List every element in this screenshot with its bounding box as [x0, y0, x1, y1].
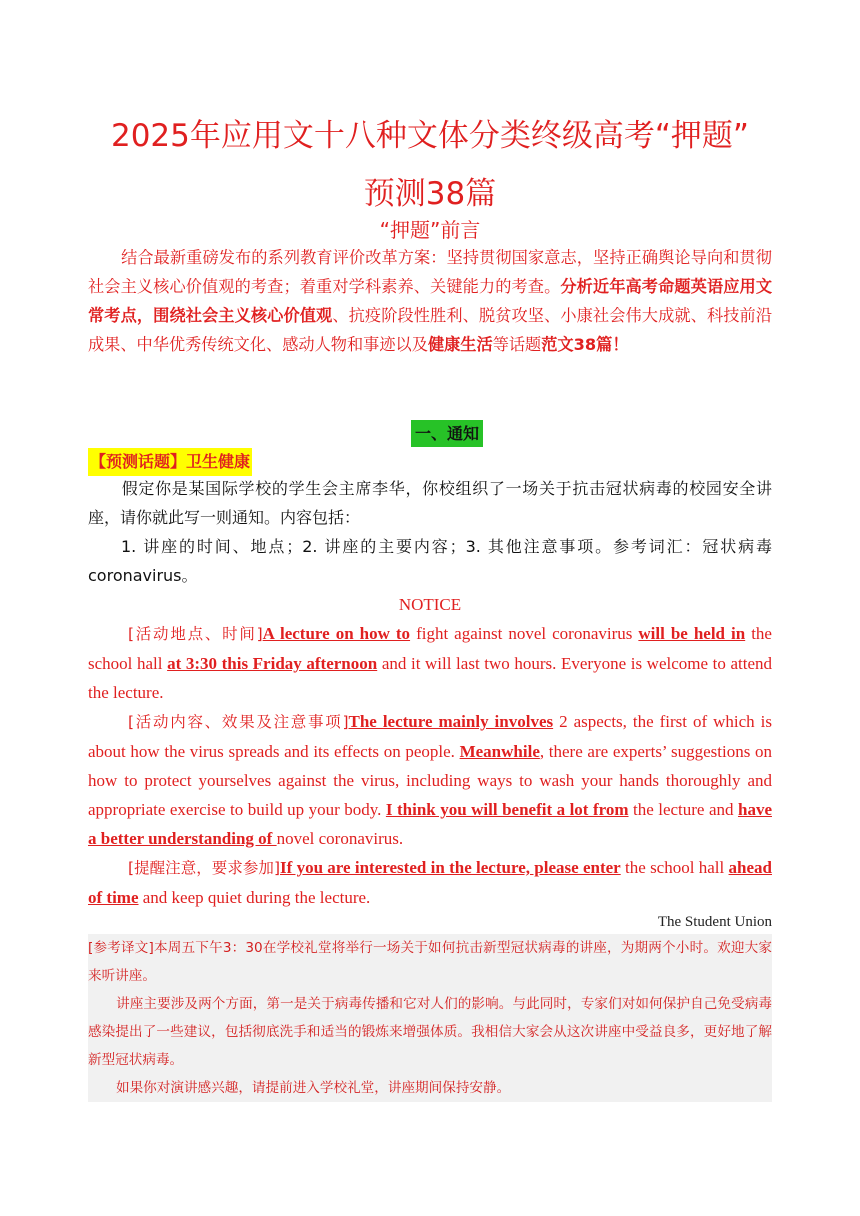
- notice-paragraph-3: [88, 853, 772, 912]
- preface-bold-3: 范文38篇！: [541, 335, 629, 354]
- plain-text: , there are experts’ suggestions on how to protect yourselves against the virus, including ways to wash your hands thoroughly and appropriate exercise to build up your body.: [88, 742, 772, 819]
- document-title-line-2: 预测38篇: [363, 176, 497, 212]
- preface-text-3: 等话题: [492, 335, 542, 354]
- preface-text-2: 、抗疫阶段性胜利、脱贫攻坚、小康社会伟大成就、科技前沿成果、中华优秀传统文化、感动人物和事迹以及: [88, 306, 773, 354]
- key-phrase: The lecture mainly involves: [348, 712, 554, 731]
- preface-heading: “押题”前言: [379, 218, 481, 242]
- translation-paragraph-3-text: 如果你对演讲感兴趣，请提前进入学校礼堂，讲座期间保持安静。: [116, 1080, 511, 1096]
- paragraph-tag: [提醒注意，要求参加]: [128, 859, 280, 877]
- topic-label: 【预测话题】卫生健康: [88, 448, 252, 476]
- key-phrase: will be held in: [638, 624, 746, 643]
- key-phrase: A lecture on how to: [262, 624, 411, 643]
- document-title-line-1: 2025年应用文十八种文体分类终级高考“押题”: [110, 118, 749, 154]
- key-phrase: I think you will benefit a lot from: [385, 800, 629, 819]
- key-phrase: have a better understanding of: [88, 800, 772, 848]
- plain-text: 2 aspects, the first of which is about how the virus spreads and its effects on people.: [88, 712, 772, 761]
- plain-text: and it will last two hours. Everyone is welcome to attend the lecture.: [88, 654, 772, 702]
- plain-text: and keep quiet during the lecture.: [138, 888, 371, 907]
- task-paragraph-2-text: 1. 讲座的时间、地点；2. 讲座的主要内容；3. 其他注意事项。参考词汇：冠状病毒coronavirus。: [88, 537, 772, 585]
- notice-paragraph-2: [88, 707, 772, 853]
- translation-paragraph-2-text: 讲座主要涉及两个方面，第一是关于病毒传播和它对人们的影响。与此同时，专家们对如何保护自己免受病毒感染提出了一些建议，包括彻底洗手和适当的锻炼来增强体质。我相信大家会从这次讲座中受益良多，更好地了解新型冠状病毒。: [88, 996, 772, 1068]
- key-phrase: at 3:30 this Friday afternoon: [167, 654, 378, 673]
- preface-bold-1: 分析近年高考命题英语应用文常考点，围绕社会主义核心价值观: [88, 277, 773, 325]
- notice-signature: The Student Union: [657, 914, 772, 930]
- translation-paragraph-1: [参考译文]本周五下午3：30在学校礼堂将举行一场关于如何抗击新型冠状病毒的讲座，为期两个小时。欢迎大家来听讲座。: [88, 940, 772, 984]
- preface-paragraph: [88, 243, 772, 359]
- section-heading: 一、通知: [411, 420, 483, 447]
- notice-title: NOTICE: [398, 595, 462, 614]
- key-phrase: If you are interested in the lecture, please enter: [280, 858, 621, 877]
- paragraph-tag: [活动内容、效果及注意事项]: [128, 713, 349, 731]
- plain-text: novel coronavirus.: [276, 829, 404, 848]
- notice-body: [88, 619, 772, 912]
- preface-text-1: 结合最新重磅发布的系列教育评价改革方案：坚持贯彻国家意志，坚持正确舆论导向和贯彻社会主义核心价值观的考查；着重对学科素养、关键能力的考查。: [88, 248, 772, 296]
- plain-text: the lecture and: [628, 800, 738, 819]
- translation-paragraph-3: [88, 1074, 772, 1102]
- task-paragraph-1: [88, 474, 772, 532]
- key-phrase: Meanwhile: [459, 742, 540, 761]
- preface-bold-2: 健康生活: [427, 335, 493, 354]
- plain-text: the school hall: [88, 624, 772, 673]
- notice-paragraph-1: [88, 619, 772, 707]
- task-paragraph-2: [88, 532, 772, 590]
- translation-paragraph-2: [88, 990, 772, 1074]
- plain-text: the school hall: [620, 858, 729, 877]
- task-paragraph-1-text: 假定你是某国际学校的学生会主席李华，你校组织了一场关于抗击冠状病毒的校园安全讲座，请你就此写一则通知。内容包括：: [88, 479, 772, 527]
- paragraph-tag: [活动地点、时间]: [128, 625, 263, 643]
- plain-text: fight against novel coronavirus: [410, 624, 639, 643]
- task-prompt: [88, 474, 772, 590]
- reference-translation: [88, 934, 772, 1102]
- key-phrase: ahead of time: [88, 858, 772, 907]
